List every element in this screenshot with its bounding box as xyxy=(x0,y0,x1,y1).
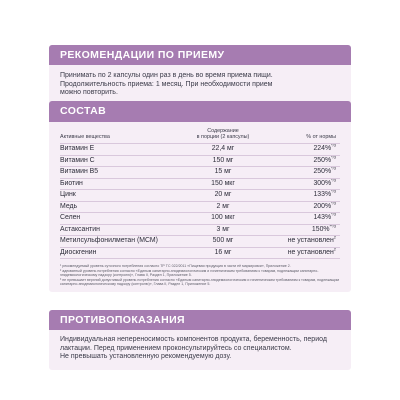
cell-percent xyxy=(258,247,340,259)
percent-footnote-mark: 2 xyxy=(333,246,336,252)
percent-value: не установлен xyxy=(287,248,334,256)
contraindications-line: лактации. Перед применением проконсультируйтесь со специалистом. xyxy=(60,344,292,352)
cell-percent xyxy=(258,144,340,156)
table-row xyxy=(60,213,340,225)
cell-substance: Цинк xyxy=(60,190,188,202)
table-row xyxy=(60,178,340,190)
recommendations-line: можно повторить. xyxy=(60,89,118,96)
contraindications-line: Индивидуальная непереносимость компонентов продукта, беременность, период xyxy=(60,336,327,343)
percent-footnote-mark: */3 xyxy=(331,200,336,206)
cell-substance: Витамин Е xyxy=(60,144,188,156)
table-row xyxy=(60,167,340,179)
footnotes xyxy=(60,264,340,286)
cell-percent xyxy=(258,213,340,225)
contraindications-line: Не превышать установленную рекомендуемую дозу. xyxy=(60,353,232,360)
footnote: ¹ рекомендуемый уровень суточного потребления согласно ТР ТС 022/2011 «Пищевая продукция в части её маркировки», Приложение 2. xyxy=(60,264,291,268)
percent-footnote-mark: */3 xyxy=(331,154,336,160)
cell-amount: 2 мг xyxy=(188,201,258,213)
header-amount-line: Содержание xyxy=(207,128,239,134)
recommendations-line: Принимать по 2 капсулы один раз в день во время приема пищи. xyxy=(60,72,273,79)
header-substance: Активные вещества xyxy=(60,134,110,140)
cell-substance: Витамин В5 xyxy=(60,167,188,179)
cell-percent xyxy=(258,167,340,179)
cell-amount: 16 мг xyxy=(188,247,258,259)
percent-value: 200% xyxy=(313,202,332,210)
recommendations-title: РЕКОМЕНДАЦИИ ПО ПРИЕМУ xyxy=(49,45,351,65)
percent-value: 150% xyxy=(311,225,330,233)
table-row xyxy=(60,201,340,213)
cell-substance: Метилсульфонилметан (МСМ) xyxy=(60,236,188,248)
contraindications-title: ПРОТИВОПОКАЗАНИЯ xyxy=(49,310,351,330)
contraindications-card xyxy=(49,310,351,370)
cell-substance: Диоскгенин xyxy=(60,247,188,259)
percent-footnote-mark: */3 xyxy=(331,165,336,171)
cell-amount: 20 мг xyxy=(188,190,258,202)
table-row xyxy=(60,144,340,156)
cell-percent xyxy=(258,190,340,202)
header-percent: % от нормы xyxy=(306,134,336,140)
percent-value: 250% xyxy=(313,168,332,175)
cell-percent xyxy=(258,224,340,236)
table-row xyxy=(60,155,340,167)
cell-substance: Астаксантин xyxy=(60,224,188,236)
footnote: ² адекватный уровень потребления согласно «Единым санитарно-эпидемиологическим и гигиеническим требованиям к товарам, подлежащим санитарно-эпидемиологическому надзору (контролю)», Глава II, Раздел 1, Приложение 5. xyxy=(60,268,319,277)
table-row xyxy=(60,247,340,259)
cell-percent xyxy=(258,155,340,167)
composition-rows xyxy=(60,144,340,259)
recommendations-line: Продолжительность приема: 1 месяц. При необходимости прием xyxy=(60,80,273,88)
header-amount xyxy=(188,128,258,144)
cell-substance: Биотин xyxy=(60,178,188,190)
cell-amount: 22,4 мг xyxy=(188,144,258,156)
contraindications-text xyxy=(49,330,351,370)
recommendations-card xyxy=(49,45,351,105)
cell-amount: 15 мг xyxy=(188,167,258,179)
percent-value: 224% xyxy=(313,145,332,152)
percent-footnote-mark: */3 xyxy=(331,188,336,194)
percent-footnote-mark: */3 xyxy=(331,211,336,217)
cell-substance: Витамин С xyxy=(60,155,188,167)
percent-footnote-mark: */3 xyxy=(331,177,336,183)
percent-footnote-mark: */3 xyxy=(331,142,336,148)
recommendations-text xyxy=(49,65,351,105)
composition-title: СОСТАВ xyxy=(49,101,351,122)
percent-value: 143% xyxy=(313,214,332,221)
table-row xyxy=(60,224,340,236)
cell-substance: Медь xyxy=(60,201,188,213)
header-amount-line: в порции (2 капсулы) xyxy=(196,134,250,140)
table-row xyxy=(60,190,340,202)
cell-amount: 100 мкг xyxy=(188,213,258,225)
table-row xyxy=(60,236,340,248)
cell-amount: 150 мг xyxy=(188,155,258,167)
percent-value: 250% xyxy=(313,156,332,164)
percent-value: не установлен xyxy=(287,237,334,244)
cell-percent xyxy=(258,201,340,213)
percent-value: 300% xyxy=(313,179,332,187)
cell-amount: 150 мкг xyxy=(188,178,258,190)
cell-amount: 3 мг xyxy=(188,224,258,236)
footnote: ³ не превышает верхний допустимый уровень потребления согласно «Единым санитарно-эпидемиологическим и гигиеническим требованиям к товарам, подлежащим санитарно-эпидемиологическому надзору (контролю)», Глава II, Раздел 1, Приложение 5. xyxy=(60,277,339,286)
cell-percent xyxy=(258,178,340,190)
composition-body xyxy=(49,122,351,292)
table-header-row xyxy=(60,128,340,144)
composition-table xyxy=(60,128,340,259)
percent-footnote-mark: 2 xyxy=(333,234,336,240)
percent-footnote-mark: **/3 xyxy=(329,223,336,229)
percent-value: 133% xyxy=(313,191,332,198)
cell-amount: 500 мг xyxy=(188,236,258,248)
composition-card xyxy=(49,101,351,292)
cell-percent xyxy=(258,236,340,248)
cell-substance: Селен xyxy=(60,213,188,225)
